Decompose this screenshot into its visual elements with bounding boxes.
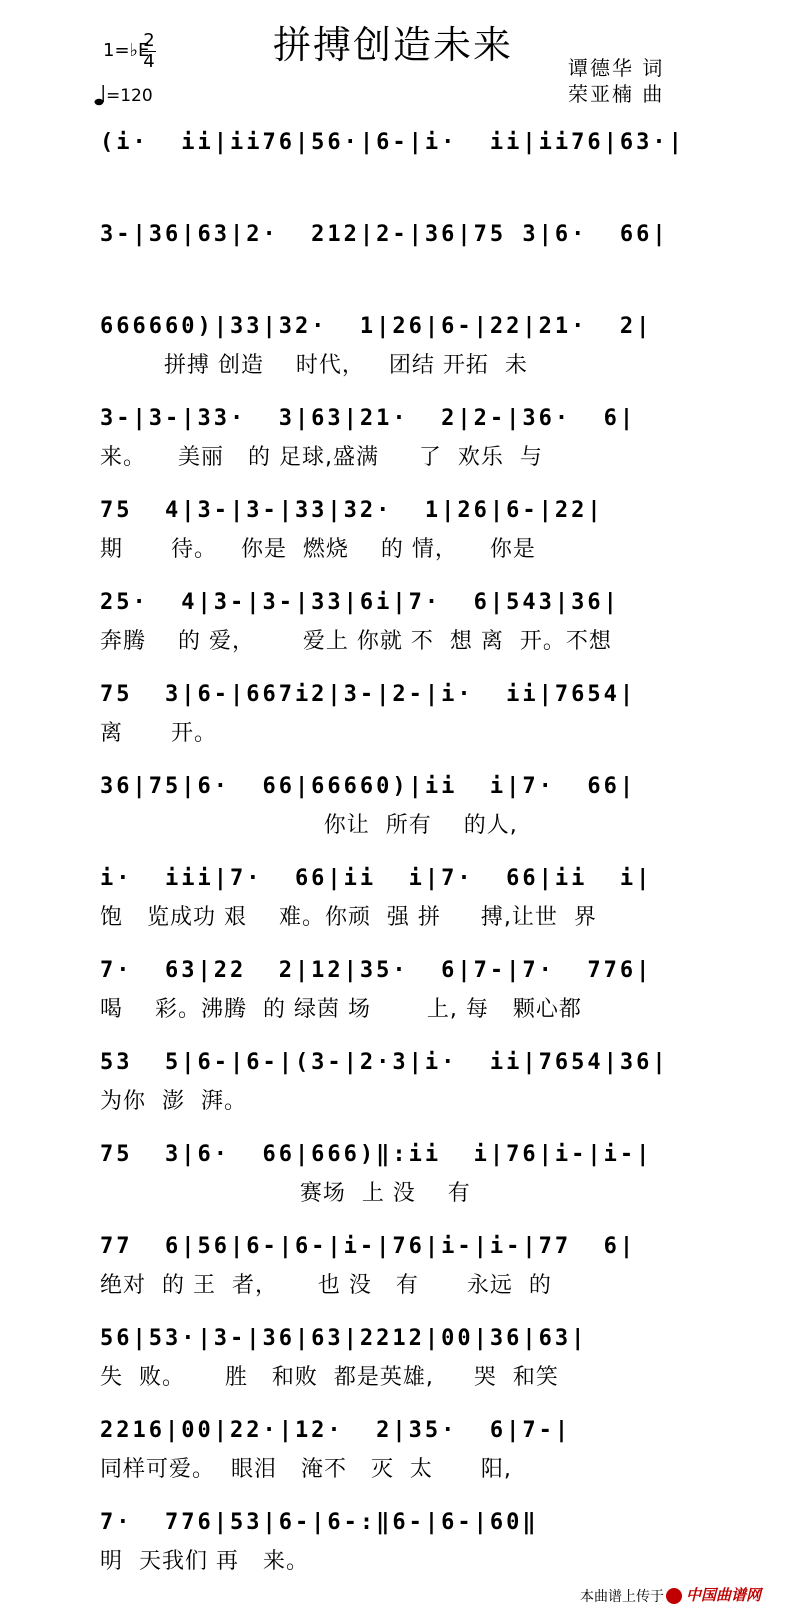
lyric-line: 喝 彩。沸腾 的 绿茵 场 上, 每 颗心都: [100, 997, 582, 1022]
lyric-line: 失 败。 胜 和败 都是英雄, 哭 和笑: [100, 1365, 559, 1390]
notation-line: 56|53·|3-|36|63|2212|00|36|63|: [100, 1326, 588, 1351]
site-logo-icon: [666, 1588, 682, 1604]
notation-line: 53 5|6-|6-|(3-|2·3|i· ii|7654|36|: [100, 1050, 669, 1075]
song-title: 拼搏创造未来: [272, 23, 513, 67]
lyric-line: 拼搏 创造 时代， 团结 开拓 未: [100, 353, 528, 378]
tempo-marking: [94, 84, 153, 106]
notation-line: i· iii|7· 66|ii i|7· 66|ii i|: [100, 866, 653, 891]
notation-line: 3-|36|63|2· 212|2-|36|75 3|6· 66|: [100, 222, 669, 247]
quarter-note-icon: [94, 84, 106, 106]
time-signature-top: 2: [143, 30, 155, 51]
notation-line: 77 6|56|6-|6-|i-|76|i-|i-|77 6|: [100, 1234, 637, 1259]
lyric-line: 为你 澎 湃。: [100, 1089, 247, 1114]
notation-line: 3-|3-|33· 3|63|21· 2|2-|36· 6|: [100, 406, 637, 431]
upload-text: 本曲谱上传于: [580, 1589, 664, 1605]
lyric-line: 来。 美丽 的 足球,盛满 了 欢乐 与: [100, 445, 543, 470]
site-logo: [666, 1584, 761, 1605]
lyric-line: 明 天我们 再 来。: [100, 1549, 309, 1574]
notation-line: (i· ii|ii76|56·|6-|i· ii|ii76|63·|: [100, 130, 685, 155]
time-signature-bottom: 4: [143, 51, 155, 72]
site-name: 中国曲谱网: [686, 1586, 762, 1604]
lyric-line: 奔腾 的 爱， 爱上 你就 不 想 离 开。不想: [100, 629, 612, 654]
notation-line: 75 3|6-|667i2|3-|2-|i· ii|7654|: [100, 682, 637, 707]
upload-note: [580, 1586, 664, 1606]
lyric-line: 期 待。 你是 燃烧 的 情， 你是: [100, 537, 536, 562]
notation-line: 7· 776|53|6-|6-:‖6-|6-|60‖: [100, 1510, 539, 1535]
notation-line: 75 4|3-|3-|33|32· 1|26|6-|22|: [100, 498, 604, 523]
notation-line: 75 3|6· 66|666)‖:ii i|76|i-|i-|: [100, 1142, 653, 1167]
lyric-line: 离 开。: [100, 721, 217, 746]
notation-line: 666660)|33|32· 1|26|6-|22|21· 2|: [100, 314, 653, 339]
key-signature: 1=♭E: [103, 40, 150, 61]
tempo-value: =120: [106, 86, 153, 106]
lyric-line: 赛场 上 没 有: [100, 1181, 471, 1206]
composer-credit: 荣亚楠 曲: [568, 82, 665, 106]
lyricist-credit: 谭德华 词: [568, 56, 665, 80]
lyric-line: 同样可爱。 眼泪 淹不 灭 太 阳,: [100, 1457, 512, 1482]
notation-line: 2216|00|22·|12· 2|35· 6|7-|: [100, 1418, 572, 1443]
lyric-line: 你让 所有 的人,: [100, 813, 518, 838]
notation-line: 25· 4|3-|3-|33|6i|7· 6|543|36|: [100, 590, 620, 615]
notation-line: 36|75|6· 66|66660)|ii i|7· 66|: [100, 774, 637, 799]
lyric-line: 绝对 的 王 者， 也 没 有 永远 的: [100, 1273, 552, 1298]
lyric-line: 饱 览成功 艰 难。你顽 强 拼 搏,让世 界: [100, 905, 597, 930]
notation-line: 7· 63|22 2|12|35· 6|7-|7· 776|: [100, 958, 653, 983]
